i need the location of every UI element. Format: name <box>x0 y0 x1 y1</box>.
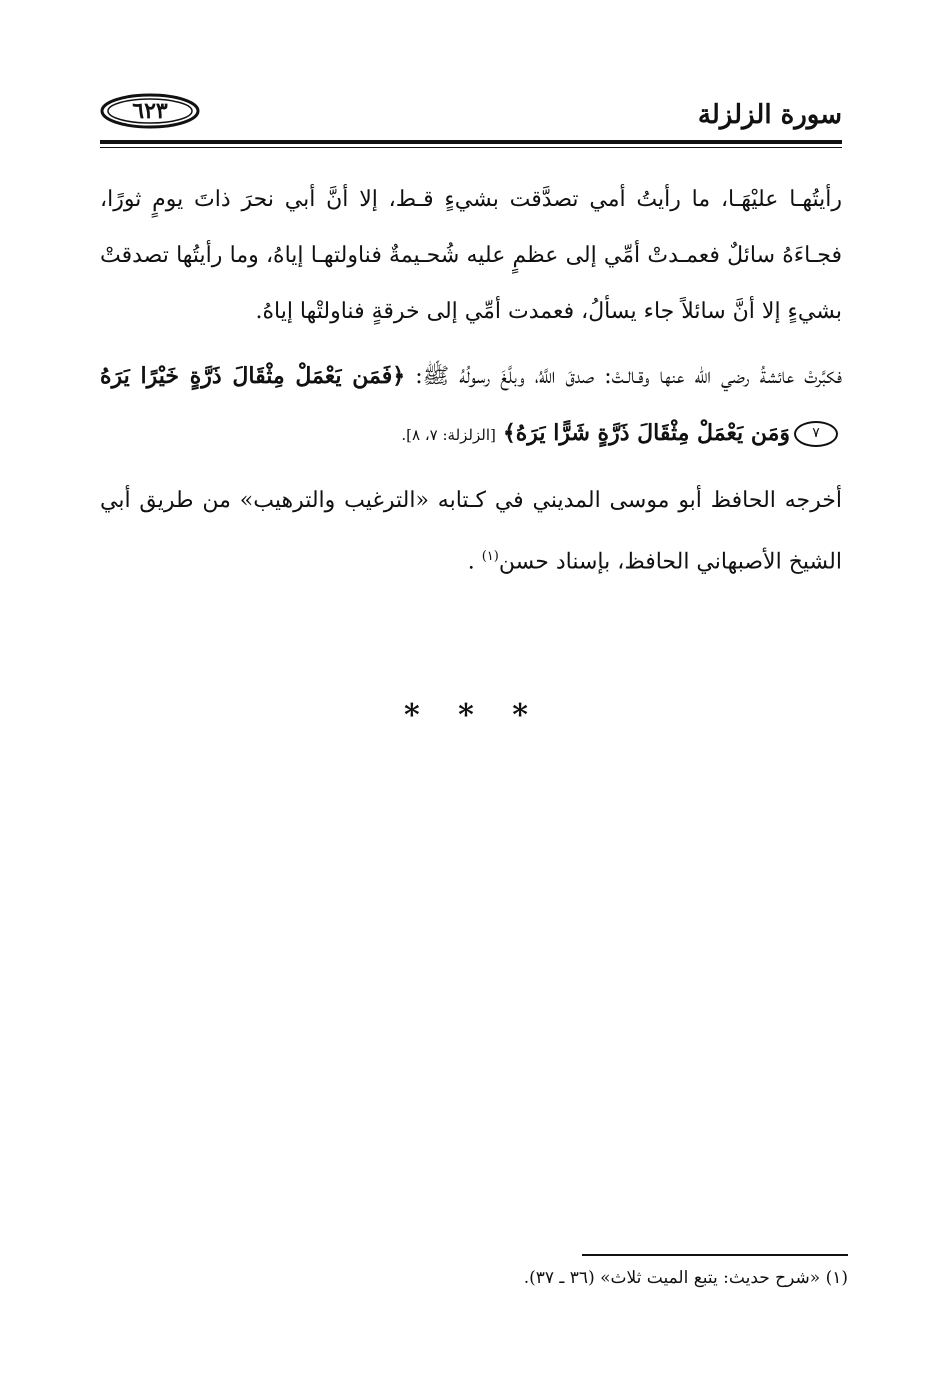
ayah-number-mark: ٧ <box>794 421 838 447</box>
paragraph-verse <box>100 348 842 463</box>
header-rule-thick <box>100 140 842 144</box>
surah-title: سورة الزلزلة <box>697 100 842 130</box>
quran-verse-8: وَمَن يَعْمَلْ مِثْقَالَ ذَرَّةٍ شَرًّا يَرَهُ <box>515 420 790 446</box>
quran-open-bracket: ﴿ <box>392 363 406 389</box>
page-number: ٦٢٣ <box>132 98 168 124</box>
paragraph-source <box>100 473 842 590</box>
section-separator: * * * <box>404 698 542 733</box>
footnote-marker: (١) <box>481 549 499 564</box>
verse-reference: [الزلزلة: ٧، ٨]. <box>401 426 496 444</box>
paragraph-hadith: رأيتُهـا عليْهَـا، ما رأيتُ أمي تصدَّقت بشيءٍ قـط، إلا أنَّ أبي نحرَ ذاتَ يومٍ ثورًا، فجـاءَهُ سائلٌ فعمـدتْ أمِّي إلى عظمٍ عليه شُحـيمةٌ فناولتهـا إياهُ، وما رأيتُها تصدقتْ بشيءٍ إلا أنَّ سائلاً جاء يسألُ، فعمدت أمِّي إلى خرقةٍ فناولتْها إياهُ. <box>100 187 842 324</box>
verse-intro: فكبَّرتْ عائشةُ رضي الله عنها وقـالـتْ: صدقَ اللَّهُ، وبلَّغَ رسولُهُ ﷺ: <box>415 364 842 389</box>
quran-verse-7: فَمَن يَعْمَلْ مِثْقَالَ ذَرَّةٍ خَيْرًا يَرَهُ <box>100 363 393 389</box>
footnote-rule <box>582 1254 848 1256</box>
source-text: أخرجه الحافظ أبو موسى المديني في كـتابه «الترغيب والترهيب» من طريق أبي الشيخ الأصبهاني الحافظ، بإسناد حسن <box>100 488 842 575</box>
page-number-badge <box>100 92 200 130</box>
page-header <box>100 88 842 154</box>
main-text <box>100 172 842 590</box>
source-end: . <box>467 549 482 575</box>
header-rule-thin <box>100 147 842 148</box>
footnote: (١) «شرح حديث: يتبع الميت ثلاث» (٣٦ ـ ٣٧). <box>523 1268 848 1288</box>
quran-close-bracket: ﴾ <box>502 420 516 446</box>
